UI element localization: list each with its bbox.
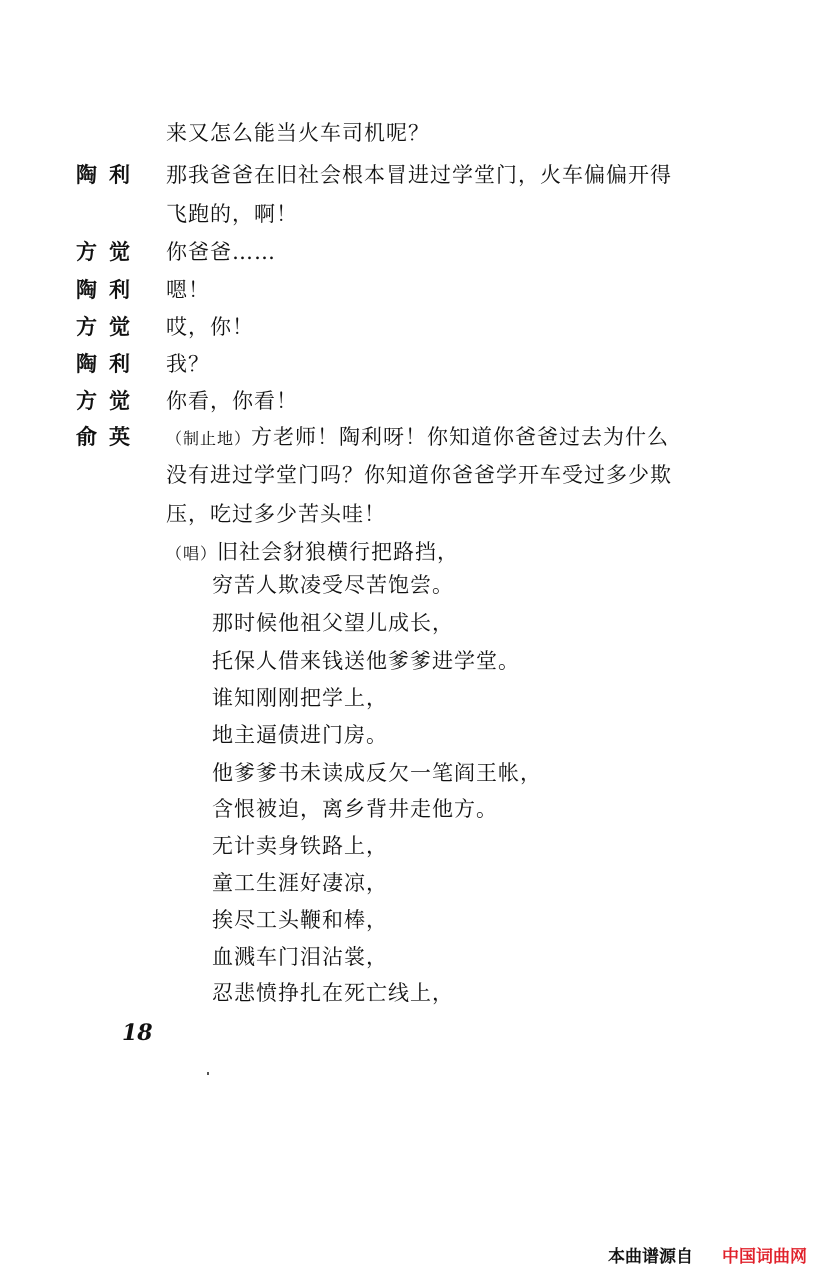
song-line: 童工生涯好凄凉， bbox=[212, 871, 388, 895]
song-line: 忍悲愤挣扎在死亡线上， bbox=[212, 981, 454, 1005]
dialogue-text: 方老师！陶利呀！你知道你爸爸过去为什么 bbox=[251, 425, 670, 449]
speaker-label: 方觉 bbox=[76, 240, 142, 264]
speaker-label: 方觉 bbox=[76, 315, 142, 339]
speaker-label: 陶利 bbox=[76, 352, 142, 376]
song-line: 穷苦人欺凌受尽苦饱尝。 bbox=[212, 573, 454, 597]
stage-direction: （制止地） bbox=[166, 429, 252, 448]
dialogue-line: 没有进过学堂门吗？你知道你爸爸学开车受过多少欺 bbox=[166, 463, 672, 487]
dialogue-line: 那我爸爸在旧社会根本冒进过学堂门，火车偏偏开得 bbox=[166, 163, 672, 187]
song-text: 旧社会豺狼横行把路挡， bbox=[217, 540, 460, 564]
dialogue-line: 来又怎么能当火车司机呢？ bbox=[166, 121, 430, 145]
dialogue-line: 压，吃过多少苦头哇！ bbox=[166, 502, 386, 526]
page-number: 18 bbox=[122, 1020, 153, 1046]
speaker-label: 俞英 bbox=[76, 425, 142, 449]
dialogue-line: 嗯！ bbox=[166, 278, 210, 302]
speaker-label: 陶利 bbox=[76, 163, 142, 187]
song-line: 谁知刚刚把学上， bbox=[212, 686, 388, 710]
song-line: 托保人借来钱送他爹爹进学堂。 bbox=[212, 649, 520, 673]
song-first-line bbox=[166, 537, 459, 569]
dialogue-line: 我？ bbox=[166, 352, 210, 376]
speaker-label: 方觉 bbox=[76, 389, 142, 413]
scan-speck bbox=[207, 1072, 209, 1075]
dialogue-line: 哎，你！ bbox=[166, 315, 254, 339]
footer-site-link[interactable]: 中国词曲网 bbox=[722, 1247, 807, 1267]
song-line: 那时候他祖父望儿成长， bbox=[212, 611, 454, 635]
footer-source: 本曲谱源自 bbox=[608, 1247, 693, 1267]
song-line: 挨尽工头鞭和棒， bbox=[212, 908, 388, 932]
sing-mark: （唱） bbox=[166, 544, 218, 563]
dialogue-line: 你爸爸…… bbox=[166, 240, 276, 264]
dialogue-line: 飞跑的，啊！ bbox=[166, 202, 298, 226]
song-line: 他爹爹书未读成反欠一笔阎王帐， bbox=[212, 761, 542, 785]
speaker-label: 陶利 bbox=[76, 278, 142, 302]
dialogue-line: 你看，你看！ bbox=[166, 389, 298, 413]
song-line: 无计卖身铁路上， bbox=[212, 834, 388, 858]
song-line: 地主逼债进门房。 bbox=[212, 723, 388, 747]
dialogue-line bbox=[166, 422, 669, 454]
song-line: 血溅车门泪沾裳， bbox=[212, 945, 388, 969]
song-line: 含恨被迫，离乡背井走他方。 bbox=[212, 797, 498, 821]
